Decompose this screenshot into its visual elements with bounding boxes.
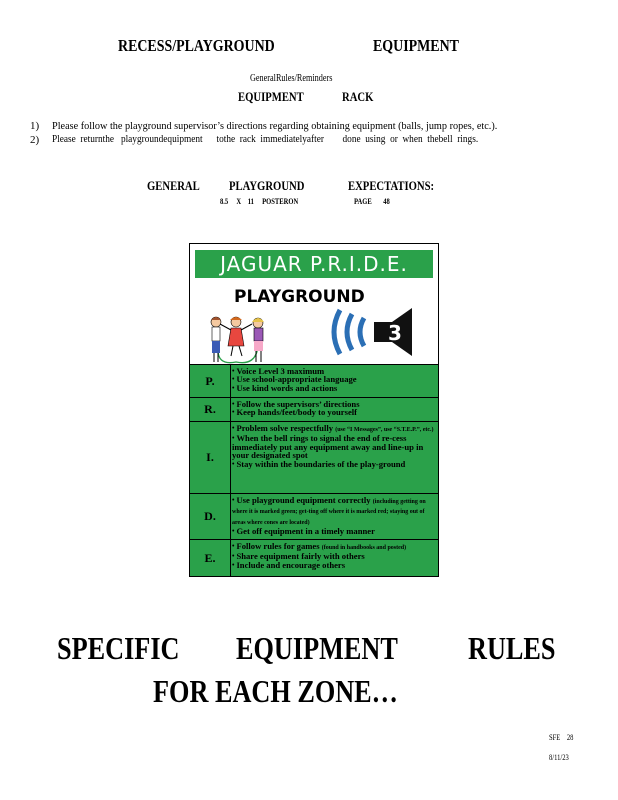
pride-list-i [232,424,436,468]
general-label: GENERAL [147,178,200,193]
for-each-zone-heading: FOR EACH ZONE… [153,673,398,709]
rack-heading-left: EQUIPMENT [238,89,304,104]
pride-row-d [190,493,438,539]
expectations-label: EXPECTATIONS: [348,178,435,193]
pride-letter-p: P. [190,365,231,397]
specific-heading: SPECIFIC [57,630,180,666]
pride-row-i [190,421,438,493]
pride-list-e [232,542,436,569]
pride-poster [189,243,439,577]
heading-equipment: EQUIPMENT [373,36,459,55]
rack-heading-right: RACK [342,89,374,104]
list-item: • Voice Level 3 maximum [232,366,325,376]
pride-row-p [190,364,438,397]
rule-1-text: Please follow the playground supervisor’s directions regarding obtaining equipment (balls, jump ropes, etc.). [52,120,498,132]
poster-size-note: 8.5 X 11 POSTERON [220,197,299,206]
rule-2-number: 2) [30,134,40,146]
pride-list-p [232,367,436,392]
poster-banner [195,250,433,278]
list-item: • When the bell rings to signal the end of re-cess immediately put any equipment away and line-up in your designated spot [232,433,424,461]
voice-level-number: 3 [388,321,402,345]
pride-row-e [190,539,438,577]
rule-1-number: 1) [30,120,40,132]
equipment-heading: EQUIPMENT [236,630,398,666]
rule-2-text: Please returnthe playgroundequipment tothe rack immediatelyafter done using or when thebell rings. [52,134,479,145]
list-item: • Problem solve respectfully (use “I Messages”, use “S.T.E.P.”, etc.) [232,423,434,433]
list-item: • Include and encourage others [232,559,346,570]
playground-label: PLAYGROUND [229,178,305,193]
heading-recess-playground: RECESS/PLAYGROUND [118,36,275,55]
pride-letter-e: E. [190,540,231,577]
list-item: • Follow rules for games (found in handbooks and posted) [232,541,407,551]
footer-date: 8/11/23 [549,753,569,762]
list-item: • Share equipment fairly with others [232,551,365,562]
poster-page-note: PAGE 48 [354,197,390,206]
pride-row-r [190,397,438,421]
list-item: • Use school-appropriate language [232,374,357,385]
poster-playground-title: PLAYGROUND [234,287,365,307]
list-item: • Keep hands/feet/body to yourself [232,407,358,418]
footer-code: SFE 28 [549,733,574,742]
list-item: • Get off equipment in a timely manner [232,526,375,537]
pride-list-r [232,400,436,417]
list-item: • Use kind words and actions [232,382,338,393]
pride-rows [190,364,438,577]
pride-letter-i: I. [190,422,231,493]
list-item: • Follow the supervisors’ directions [232,399,360,409]
children-jump-rope-illustration [206,312,272,368]
list-item: • Use playground equipment correctly (including getting on where it is marked green; get-ting off where it is marked red; staying out of areas where cones are located) [232,495,426,526]
subtitle: GeneralRules/Reminders [250,73,333,84]
rules-heading: RULES [468,630,556,666]
voice-level-icon [326,306,426,358]
list-item: • Stay within the boundaries of the play-ground [232,458,406,469]
pride-list-d [232,496,436,536]
pride-letter-r: R. [190,398,231,421]
poster-banner-title: JAGUAR P.R.I.D.E. [220,252,408,276]
pride-letter-d: D. [190,494,231,539]
